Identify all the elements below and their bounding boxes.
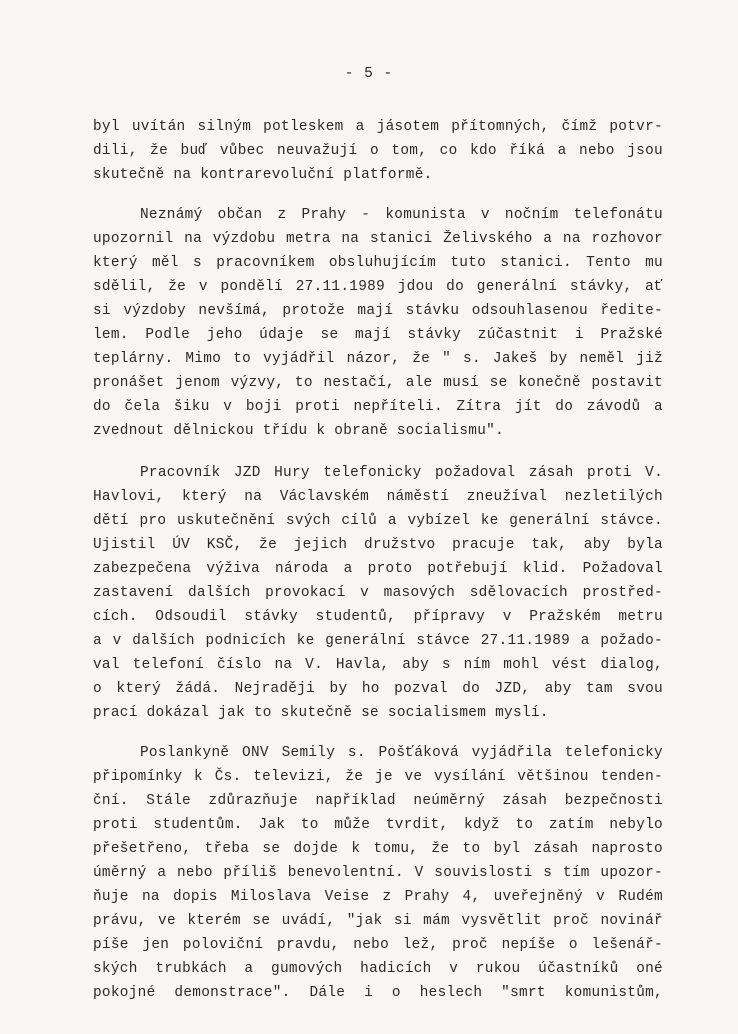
paragraph-3-line-10: o který žádá. Nejraději by ho pozval do JZD, aby tam svou bbox=[93, 681, 663, 697]
paragraph-2-line-9: do čela šiku v boji proti nepříteli. Zítra jít do závodů a bbox=[93, 399, 663, 415]
paragraph-1-line-1: byl uvítán silným potleskem a jásotem přítomných, čímž potvr- bbox=[93, 119, 663, 135]
paragraph-3-line-5: zabezpečena výživa národa a proto potřebují klid. Požadoval bbox=[93, 561, 663, 577]
paragraph-4-line-3: ční. Stále zdůrazňuje například neúměrný zásah bezpečnosti bbox=[93, 793, 663, 809]
paragraph-3-line-6: zastavení dalších provokací v masových sdělovacích prostřed- bbox=[93, 585, 663, 601]
paragraph-3-line-8: a v dalších podnicích ke generální stávce 27.11.1989 a požado- bbox=[93, 633, 663, 649]
paragraph-1-line-3: skutečně na kontrarevoluční platformě. bbox=[93, 167, 433, 183]
paragraph-2-line-8: pronášet jenom výzvy, to nestačí, ale musí se konečně postavit bbox=[93, 375, 663, 391]
paragraph-4-line-9: píše jen poloviční pravdu, nebo lež, proč nepíše o lešenář- bbox=[93, 937, 663, 953]
paragraph-3-line-3: dětí pro uskutečnění svých cílů a vybízel ke generální stávce. bbox=[93, 513, 663, 529]
page-number: - 5 - bbox=[344, 66, 394, 82]
paragraph-4-line-4: proti studentům. Jak to může tvrdit, když to zatím nebylo bbox=[93, 817, 663, 833]
paragraph-4-line-5: přešetřeno, třeba se dojde k tomu, že to byl zásah naprosto bbox=[93, 841, 663, 857]
paragraph-3-line-7: cích. Odsoudil stávky studentů, přípravy v Pražském metru bbox=[93, 609, 663, 625]
paragraph-2-line-5: si výzdoby nevšímá, protože mají stávku odsouhlasenou ředite- bbox=[93, 303, 663, 319]
paragraph-4-line-7: ňuje na dopis Miloslava Veise z Prahy 4, uveřejněný v Rudém bbox=[93, 889, 663, 905]
paragraph-2-line-6: lem. Podle jeho údaje se mají stávky zúčastnit i Pražské bbox=[93, 327, 663, 343]
paragraph-3-line-9: val telefoní číslo na V. Havla, aby s ním mohl vést dialog, bbox=[93, 657, 663, 673]
paragraph-4-line-6: úměrný a nebo příliš benevolentní. V souvislosti s tím upozor- bbox=[93, 865, 663, 881]
paragraph-2-line-4: sdělil, že v pondělí 27.11.1989 jdou do generální stávky, ať bbox=[93, 279, 663, 295]
paragraph-2-line-2: upozornil na výzdobu metra na stanici Želivského a na rozhovor bbox=[93, 231, 663, 247]
paragraph-3-line-1: Pracovník JZD Hury telefonicky požadoval zásah proti V. bbox=[140, 465, 663, 481]
paragraph-1-line-2: dili, že buď vůbec neuvažují o tom, co kdo říká a nebo jsou bbox=[93, 143, 663, 159]
paragraph-2-line-3: který měl s pracovníkem obsluhujícím tuto stanici. Tento mu bbox=[93, 255, 663, 271]
paragraph-3-line-11: prací dokázal jak to skutečně se socialismem myslí. bbox=[93, 705, 549, 721]
paragraph-2-line-10: zvednout dělnickou třídu k obraně socialismu". bbox=[93, 423, 505, 439]
paragraph-4-line-8: právu, ve kterém se uvádí, "jak si mám vysvětlit proč novinář bbox=[93, 913, 663, 929]
paragraph-4-line-10: ských trubkách a gumových hadicích v rukou účastníků oné bbox=[93, 961, 663, 977]
paragraph-2-line-1: Neznámý občan z Prahy - komunista v nočním telefonátu bbox=[140, 207, 663, 223]
paragraph-2-line-7: teplárny. Mimo to vyjádřil názor, že " s. Jakeš by neměl již bbox=[93, 351, 663, 367]
paragraph-3-line-2: Havlovi, který na Václavském náměstí zneužíval nezletilých bbox=[93, 489, 663, 505]
paragraph-4-line-1: Poslankyně ONV Semily s. Pošťáková vyjádřila telefonicky bbox=[140, 745, 663, 761]
paragraph-4-line-2: připomínky k Čs. televizi, že je ve vysílání většinou tenden- bbox=[93, 769, 663, 785]
paragraph-3-line-4: Ujistil ÚV KSČ, že jejich družstvo pracuje tak, aby byla bbox=[93, 537, 663, 553]
paragraph-4-line-11: pokojné demonstrace". Dále i o heslech "smrt komunistům, bbox=[93, 985, 663, 1001]
